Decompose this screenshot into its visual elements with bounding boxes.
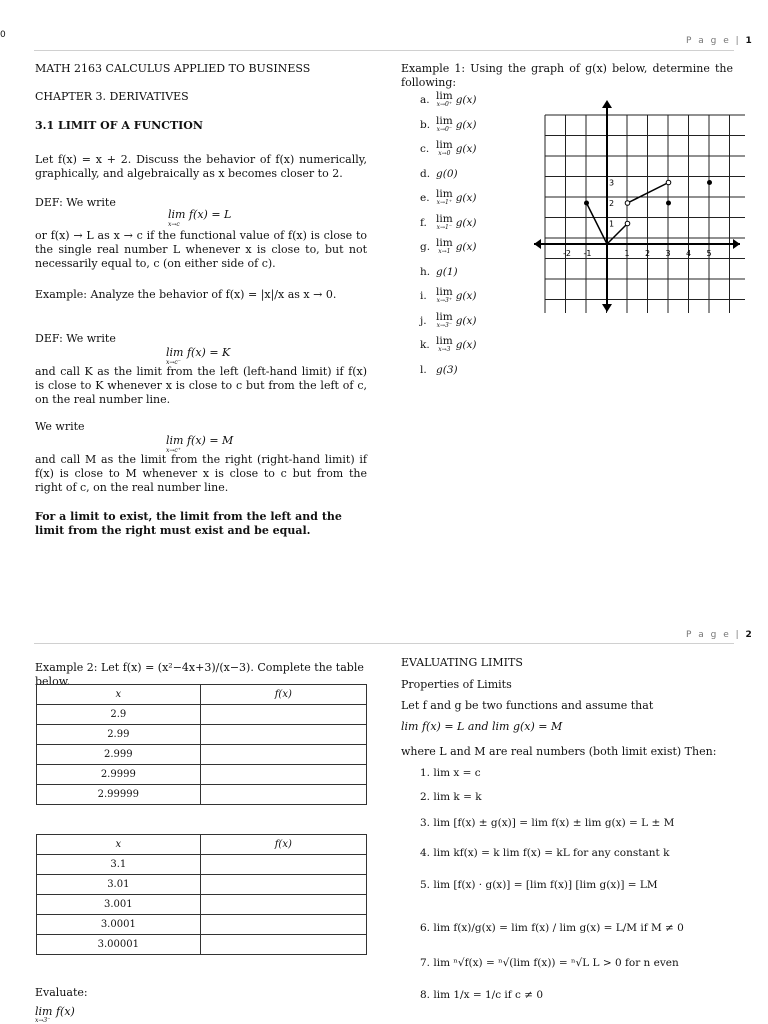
table-header: f(x) — [200, 835, 366, 855]
def2-formula: lim f(x) = K — [166, 346, 231, 359]
y-tick-label: 2 — [609, 199, 615, 208]
table-cell-fx[interactable] — [200, 725, 366, 745]
example1-item — [420, 88, 520, 113]
table-row — [37, 705, 367, 725]
table-cell-fx[interactable] — [200, 765, 366, 785]
section-title: 3.1 LIMIT OF A FUNCTION — [35, 119, 203, 132]
page-label-2: P a g e | — [686, 630, 746, 640]
lim-operator: lim x→3⁻ — [436, 310, 453, 329]
page-number: 1 — [745, 36, 752, 46]
example1-item — [420, 358, 520, 383]
def3-text: and call M as the limit from the right (right-hand limit) if f(x) is close to M whenever x is close to c but from the right of c, on the real number line. — [35, 453, 367, 494]
page-number-2: 2 — [745, 630, 752, 640]
chapter-title: CHAPTER 3. DERIVATIVES — [35, 90, 189, 103]
limit-property: 2. lim k = k — [420, 791, 482, 803]
example2-text: Example 2: Let f(x) = (x²−4x+3)/(x−3). Complete the table below. — [35, 661, 364, 688]
table-cell-fx[interactable] — [200, 895, 366, 915]
table-cell-x: 2.9999 — [37, 765, 201, 785]
open-point — [625, 201, 630, 206]
item-expression: g(3) — [436, 363, 458, 376]
item-label: a. — [420, 94, 430, 107]
x-tick-label: 1 — [624, 249, 630, 258]
def1-formula: lim f(x) = L — [168, 208, 232, 221]
x-tick-label: 4 — [686, 249, 692, 258]
closed-point — [666, 201, 671, 206]
limit-property: 3. lim [f(x) ± g(x)] = lim f(x) ± lim g(x) = L ± M — [420, 817, 675, 829]
example1-item — [420, 211, 520, 236]
example1-item — [420, 284, 520, 309]
table-row — [37, 785, 367, 805]
table-row — [37, 935, 367, 955]
item-label: h. — [420, 265, 431, 278]
table-cell-x: 2.99 — [37, 725, 201, 745]
lim-operator: lim x→0⁺ — [436, 90, 453, 109]
table-cell-fx[interactable] — [200, 935, 366, 955]
item-expression: g(x) — [455, 143, 477, 156]
item-expression: g(1) — [436, 265, 458, 278]
x-tick-label: 2 — [645, 249, 651, 258]
evaluate-expression: lim f(x) — [35, 1005, 75, 1018]
properties-intro: Let f and g be two functions and assume that — [401, 699, 654, 712]
properties-assumption: lim f(x) = L and lim g(x) = M — [401, 720, 563, 733]
evaluate-label: Evaluate: — [35, 986, 88, 999]
example1-item — [420, 113, 520, 138]
item-label: c. — [420, 143, 430, 156]
item-label: d. — [420, 167, 431, 180]
example1-item — [420, 309, 520, 334]
page-header-1 — [686, 36, 752, 46]
table-cell-x: 2.999 — [37, 745, 201, 765]
example1-item — [420, 333, 520, 358]
evaluating-limits-title: EVALUATING LIMITS — [401, 656, 523, 669]
table-header: x — [37, 835, 201, 855]
lim-operator: lim x→3 — [436, 335, 453, 354]
y-tick-label: 1 — [609, 219, 615, 229]
x-tick-label: 3 — [665, 249, 671, 258]
table-cell-fx[interactable] — [200, 785, 366, 805]
def1-formula-sub: x→c — [168, 221, 180, 228]
closed-point — [584, 201, 589, 206]
graph-g-x — [530, 98, 745, 313]
table-cell-x: 3.001 — [37, 895, 201, 915]
example1-title: Example 1: Using the graph of g(x) below, determine the following: — [401, 62, 733, 89]
item-expression: g(x) — [455, 216, 477, 229]
def2-text: and call K as the limit from the left (left-hand limit) if f(x) is close to K whenever x is close to c but from the left of c, on the real number line. — [35, 365, 367, 406]
table-cell-x: 3.00001 — [37, 935, 201, 955]
table-cell-x: 3.1 — [37, 855, 201, 875]
properties-title: Properties of Limits — [401, 678, 512, 691]
intro-paragraph: Let f(x) = x + 2. Discuss the behavior of f(x) numerically, graphically, and algebraically as x becomes closer to 2. — [35, 153, 367, 180]
evaluate-sub: x→3⁻ — [35, 1017, 51, 1024]
item-expression: g(x) — [455, 94, 477, 107]
x-tick-label: 5 — [706, 249, 712, 258]
table-cell-fx[interactable] — [200, 855, 366, 875]
item-expression: g(x) — [455, 290, 477, 303]
properties-where: where L and M are real numbers (both limit exist) Then: — [401, 745, 717, 758]
def2-label: DEF: We write — [35, 332, 116, 345]
example1-item — [420, 162, 520, 187]
item-label: j. — [420, 314, 427, 327]
lim-operator: lim x→1⁺ — [436, 188, 453, 207]
table-left-approach — [36, 684, 367, 805]
lim-operator: lim x→1 — [436, 237, 453, 256]
item-expression: g(x) — [455, 241, 477, 254]
y-tick-label: 3 — [609, 178, 615, 188]
item-expression: g(x) — [455, 314, 477, 327]
example1-item — [420, 186, 520, 211]
table-header: x — [37, 685, 201, 705]
header-rule-2 — [34, 643, 734, 644]
item-expression: g(x) — [455, 192, 477, 205]
table-row — [37, 855, 367, 875]
item-label: f. — [420, 216, 427, 229]
example1-list — [420, 88, 520, 382]
table-cell-fx[interactable] — [200, 875, 366, 895]
def2-formula-sub: x→c⁻ — [166, 359, 181, 366]
def3-label: We write — [35, 420, 85, 433]
item-label: k. — [420, 339, 430, 352]
page-label: P a g e | — [686, 36, 746, 46]
open-point — [625, 221, 630, 226]
item-expression: g(0) — [436, 167, 458, 180]
table-header: f(x) — [200, 685, 366, 705]
item-label: b. — [420, 118, 431, 131]
lim-operator: lim x→0 — [436, 139, 453, 158]
table-row — [37, 875, 367, 895]
limit-property: 4. lim kf(x) = k lim f(x) = kL for any constant k — [420, 847, 670, 859]
def3-formula-sub: x→c⁺ — [166, 447, 181, 454]
limit-property: 1. lim x = c — [420, 767, 481, 779]
limit-existence-note: For a limit to exist, the limit from the left and the limit from the right must exist and be equal. — [35, 510, 342, 537]
limit-property: 5. lim [f(x) · g(x)] = [lim f(x)] [lim g(x)] = LM — [420, 879, 658, 891]
table-cell-x: 3.01 — [37, 875, 201, 895]
table-row — [37, 745, 367, 765]
x-tick-label: -2 — [563, 249, 571, 258]
lim-operator: lim x→0⁻ — [436, 114, 453, 133]
lim-operator: lim x→3⁺ — [436, 286, 453, 305]
example1-item — [420, 260, 520, 285]
example1-item — [420, 137, 520, 162]
example-analyze: Example: Analyze the behavior of f(x) = |x|/x as x → 0. — [35, 288, 337, 301]
closed-point — [707, 180, 712, 185]
limit-property: 7. lim ⁿ√f(x) = ⁿ√(lim f(x)) = ⁿ√L L > 0 for n even — [420, 957, 679, 969]
page-header-2 — [686, 630, 752, 640]
corner-mark: 0 — [0, 30, 6, 40]
limit-property: 8. lim 1/x = 1/c if c ≠ 0 — [420, 989, 544, 1001]
item-expression: g(x) — [455, 339, 477, 352]
table-cell-x: 2.9 — [37, 705, 201, 725]
table-row — [37, 915, 367, 935]
table-cell-fx[interactable] — [200, 915, 366, 935]
table-cell-fx[interactable] — [200, 745, 366, 765]
x-tick-label: -1 — [583, 249, 592, 258]
item-label: i. — [420, 290, 427, 303]
item-label: e. — [420, 192, 430, 205]
table-cell-fx[interactable] — [200, 705, 366, 725]
table-row — [37, 725, 367, 745]
item-label: l. — [420, 363, 427, 376]
lim-operator: lim x→1⁻ — [436, 212, 453, 231]
example1-item — [420, 235, 520, 260]
def1-text: or f(x) → L as x → c if the functional value of f(x) is close to the single real number L whenever x is close to, but not necessarily equal to, c (on either side of c). — [35, 229, 367, 270]
def1-label: DEF: We write — [35, 196, 116, 209]
open-point — [666, 180, 671, 185]
item-expression: g(x) — [455, 118, 477, 131]
item-label: g. — [420, 241, 431, 254]
limit-property: 6. lim f(x)/g(x) = lim f(x) / lim g(x) = L/M if M ≠ 0 — [420, 922, 684, 934]
header-rule — [34, 50, 734, 51]
table-cell-x: 2.99999 — [37, 785, 201, 805]
table-right-approach — [36, 834, 367, 955]
def3-formula: lim f(x) = M — [166, 434, 234, 447]
table-row — [37, 765, 367, 785]
course-title: MATH 2163 CALCULUS APPLIED TO BUSINESS — [35, 62, 311, 75]
table-row — [37, 895, 367, 915]
table-cell-x: 3.0001 — [37, 915, 201, 935]
